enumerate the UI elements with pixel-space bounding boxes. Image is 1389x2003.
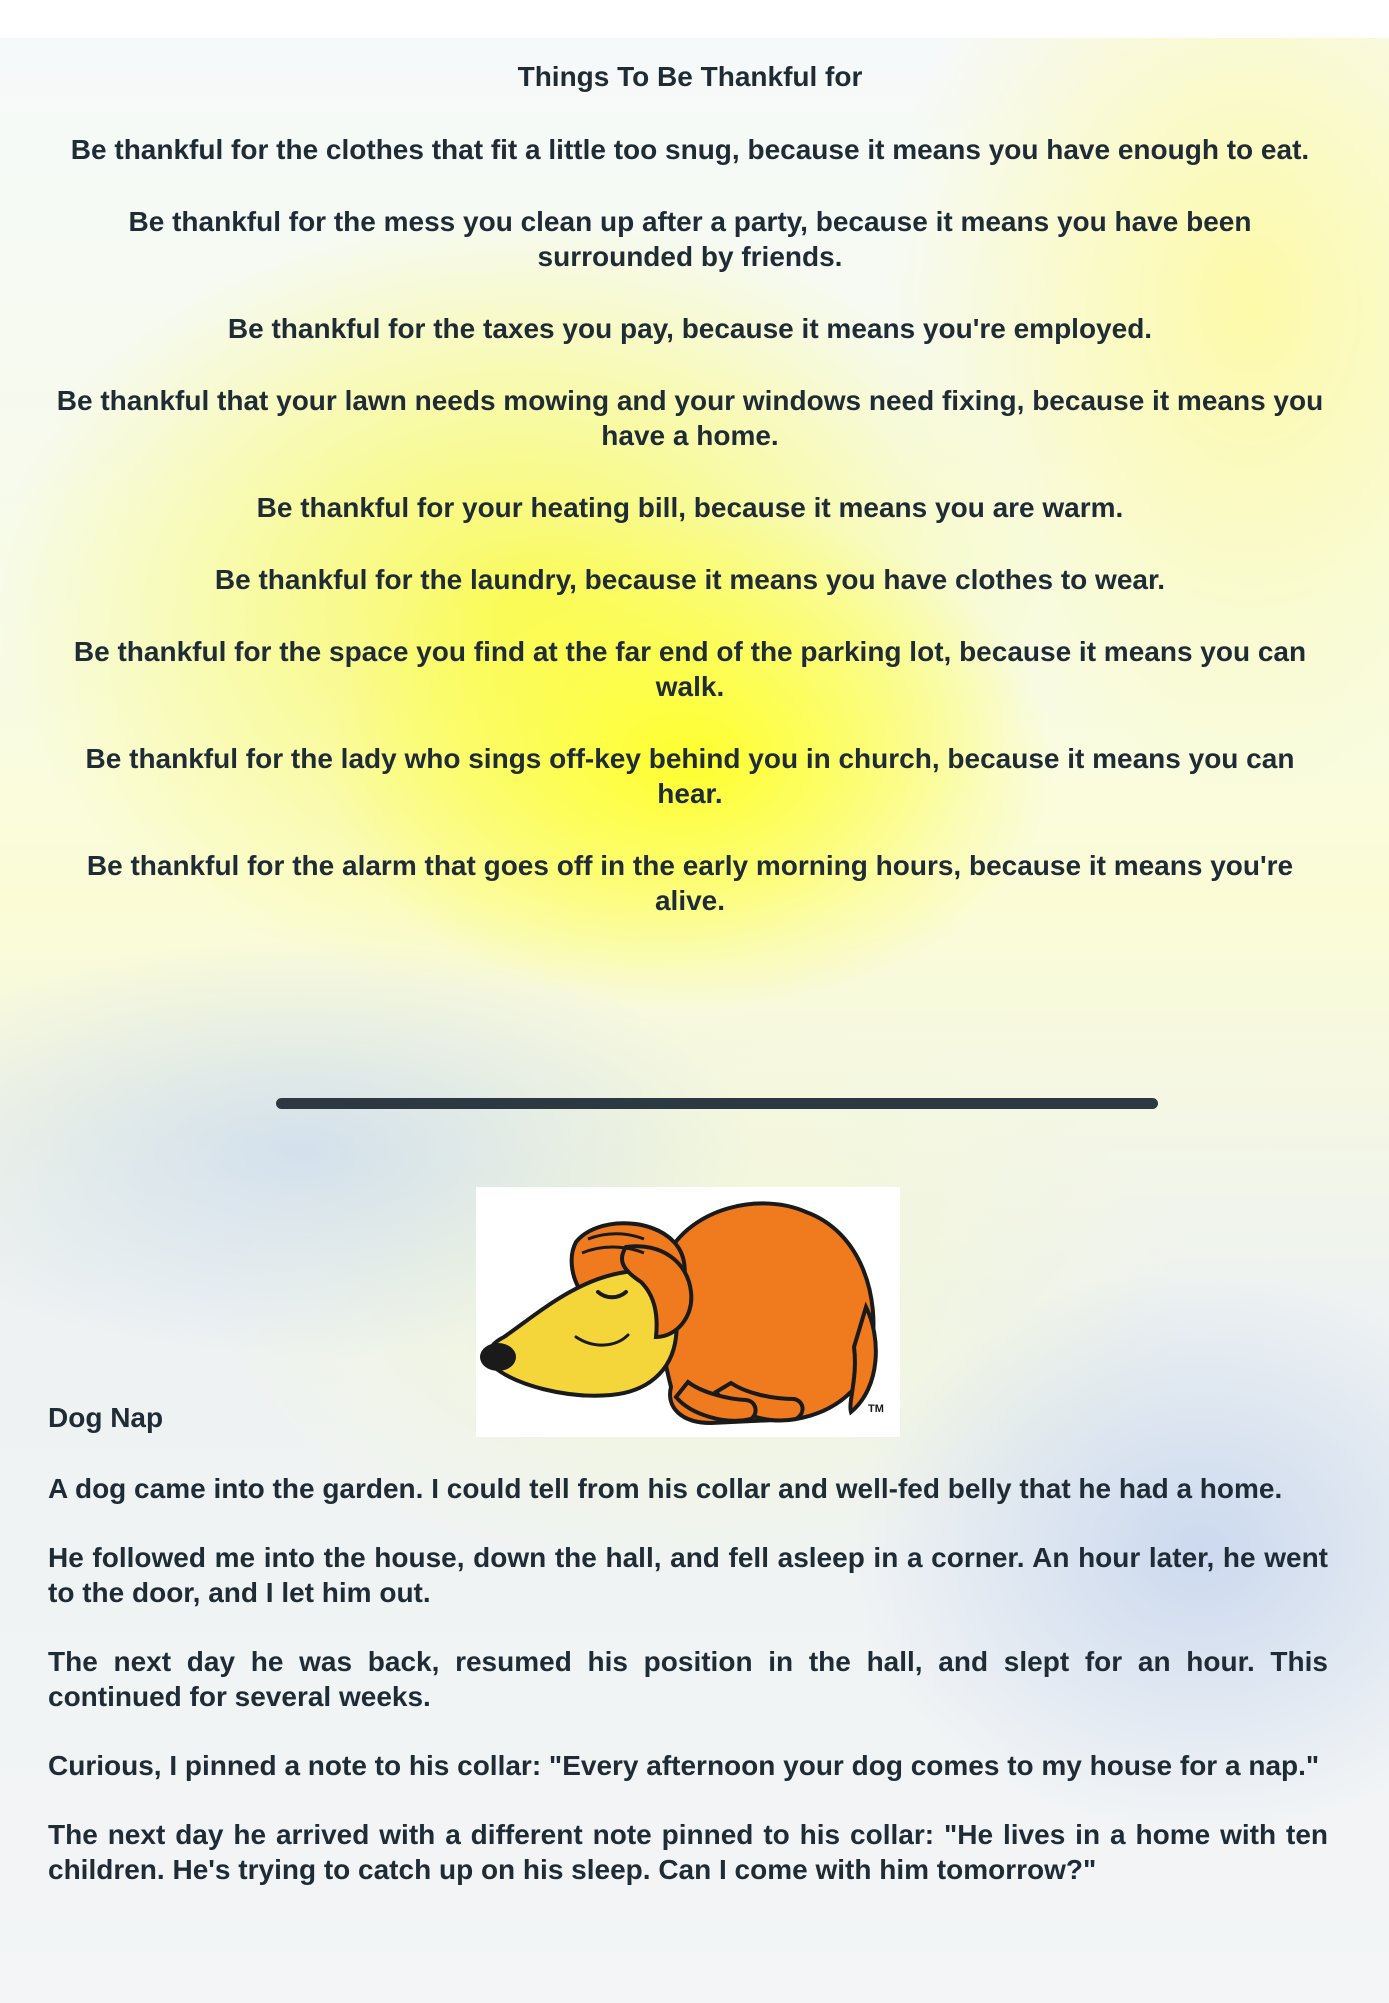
story-paragraph: Curious, I pinned a note to his collar: "Every afternoon your dog comes to my house for a nap.": [48, 1750, 1320, 1781]
story-paragraph: The next day he arrived with a different note pinned to his collar: "He lives in a home with ten children. He's trying to catch up on his sleep. Can I come with him tomorrow?": [48, 1819, 1328, 1885]
dog-nap-story: [48, 1400, 1328, 1921]
trademark-mark: TM: [868, 1403, 884, 1415]
top-margin: [0, 0, 1389, 38]
poem-line: Be thankful for the lady who sings off-key behind you in church, because it means you can hear.: [85, 743, 1295, 809]
story-paragraph: A dog came into the garden. I could tell from his collar and well-fed belly that he had a home.: [48, 1473, 1283, 1504]
thankful-poem: [55, 60, 1325, 955]
section-divider: [276, 1098, 1158, 1109]
story-title: Dog Nap: [48, 1402, 164, 1433]
poem-line: Be thankful for your heating bill, because it means you are warm.: [256, 492, 1124, 523]
poem-line: Be thankful for the taxes you pay, because it means you're employed.: [227, 313, 1153, 344]
poem-line: Be thankful for the alarm that goes off in the early morning hours, because it means you're alive.: [86, 850, 1294, 916]
poem-line: Be thankful for the mess you clean up after a party, because it means you have been surrounded by friends.: [128, 206, 1252, 272]
story-paragraph: He followed me into the house, down the hall, and fell asleep in a corner. An hour later, he went to the door, and I let him out.: [48, 1542, 1328, 1608]
poem-line: Be thankful for the space you find at the far end of the parking lot, because it means you can walk.: [73, 636, 1307, 702]
poem-line: Be thankful for the laundry, because it means you have clothes to wear.: [214, 564, 1166, 595]
poem-line: Be thankful for the clothes that fit a little too snug, because it means you have enough to eat.: [70, 134, 1310, 165]
poem-line: Be thankful that your lawn needs mowing and your windows need fixing, because it means you have a home.: [56, 385, 1324, 451]
story-paragraph: The next day he was back, resumed his position in the hall, and slept for an hour. This continued for several weeks.: [48, 1646, 1328, 1712]
poem-title: Things To Be Thankful for: [517, 61, 863, 92]
